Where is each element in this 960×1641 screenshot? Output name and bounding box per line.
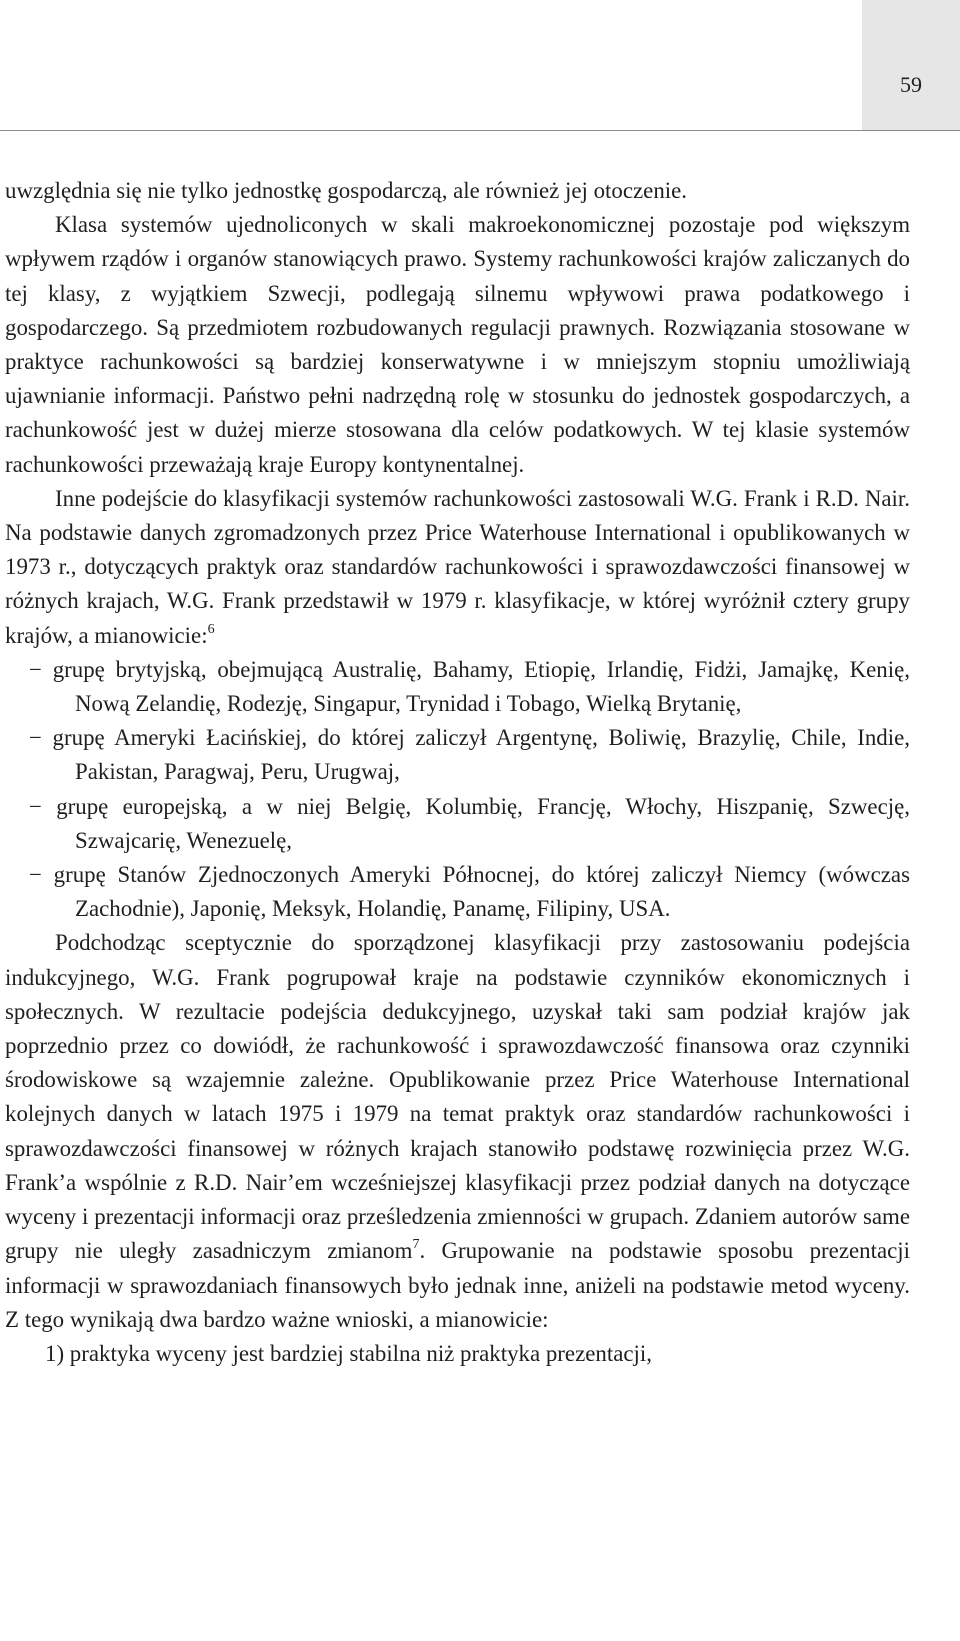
paragraph-frank-nair-text: Inne podejście do klasyfikacji systemów rachunkowości zastosowali W.G. Frank i R.D. Nair. Na podstawie danych zgromadzonych przez Price Waterhouse International i opublikowanych w 1973 r., dotyczących praktyk oraz standardów rachunkowości i sprawozdawczości finansowej w różnych krajach, W.G. Frank przedstawił w 1979 r. klasyfikacje, w której wyróżnił cztery grupy krajów, a mianowicie: <box>5 485 910 648</box>
paragraph-inductive-approach <box>5 926 910 1336</box>
footnote-ref-7: 7 <box>412 1237 420 1253</box>
paragraph-frank-nair <box>5 482 910 653</box>
list-item-british-group: − grupę brytyjską, obejmującą Australię, Bahamy, Etiopię, Irlandię, Fidżi, Jamajkę, Kenię, Nową Zelandię, Rodezję, Singapur, Trynidad i Tobago, Wielką Brytanię, <box>29 656 910 717</box>
paragraph-inductive-approach-text-b: . Grupowanie na podstawie sposobu prezentacji informacji w sprawozdaniach finansowych było jednak inne, aniżeli na podstawie metod wyceny. Z tego wynikają dwa bardzo ważne wnioski, a mianowicie: <box>5 1238 910 1332</box>
page-body <box>5 174 910 1371</box>
list-item-european-group: − grupę europejską, a w niej Belgię, Kolumbię, Francję, Włochy, Hiszpanię, Szwecję, Szwajcarię, Wenezuelę, <box>29 793 910 853</box>
header-rule <box>0 130 960 131</box>
list-item-usa-group: − grupę Stanów Zjednoczonych Ameryki Północnej, do której zaliczył Niemcy (wówczas Zachodnie), Japonię, Meksyk, Holandię, Panamę, Filipiny, USA. <box>29 862 910 922</box>
footnote-ref-6: 6 <box>207 621 215 637</box>
paragraph-inductive-approach-text-a: Podchodząc sceptycznie do sporządzonej klasyfikacji przy zastosowaniu podejścia indukcyjnego, W.G. Frank pogrupował kraje na podstawie czynników ekonomicznych i społecznych. W rezultacie podejścia dedukcyjnego, uzyskał taki sam podział krajów jak poprzednio przez co dowiódł, że rachunkowość i sprawozdawczość finansowa oraz czynniki środowiskowe są wzajemnie zależne. Opublikowanie przez Price Waterhouse International kolejnych danych w latach 1975 i 1979 na temat praktyk oraz standardów rachunkowości i sprawozdawczości finansowej w różnych krajach stanowiło podstawę rozwinięcia przez W.G. Frank’a wspólnie z R.D. Nair’em wcześniejszej klasyfikacji przez podział danych na dotyczące wyceny i prezentacji informacji oraz prześledzenia zmienności w grupach. Zdaniem autorów same grupy nie uległy zasadniczym zmianom <box>5 930 910 1264</box>
numbered-item-1: 1) praktyka wyceny jest bardziej stabilna niż praktyka prezentacji, <box>45 1340 652 1366</box>
paragraph-unified-systems: Klasa systemów ujednoliconych w skali makroekonomicznej pozostaje pod większym wpływem rządów i organów stanowiących prawo. Systemy rachunkowości krajów zaliczanych do tej klasy, z wyjątkiem Szwecji, podlegają silnemu wpływowi prawa podatkowego i gospodarczego. Są przedmiotem rozbudowanych regulacji prawnych. Rozwiązania stosowane w praktyce rachunkowości są bardziej konserwatywne i w mniejszym stopniu umożliwiają ujawnianie informacji. Państwo pełni nadrzędną rolę w stosunku do jednostek gospodarczych, a rachunkowość jest w dużej mierze stosowana dla celów podatkowych. W tej klasie systemów rachunkowości przeważają kraje Europy kontynentalnej. <box>5 212 910 477</box>
paragraph-continuation: uwzględnia się nie tylko jednostkę gospodarczą, ale również jej otoczenie. <box>5 178 688 203</box>
page-number-box <box>862 0 960 130</box>
list-item-latin-america-group: − grupę Ameryki Łacińskiej, do której zaliczył Argentynę, Boliwię, Brazylię, Chile, Indie, Pakistan, Paragwaj, Peru, Urugwaj, <box>29 725 910 785</box>
page-number: 59 <box>900 72 922 97</box>
